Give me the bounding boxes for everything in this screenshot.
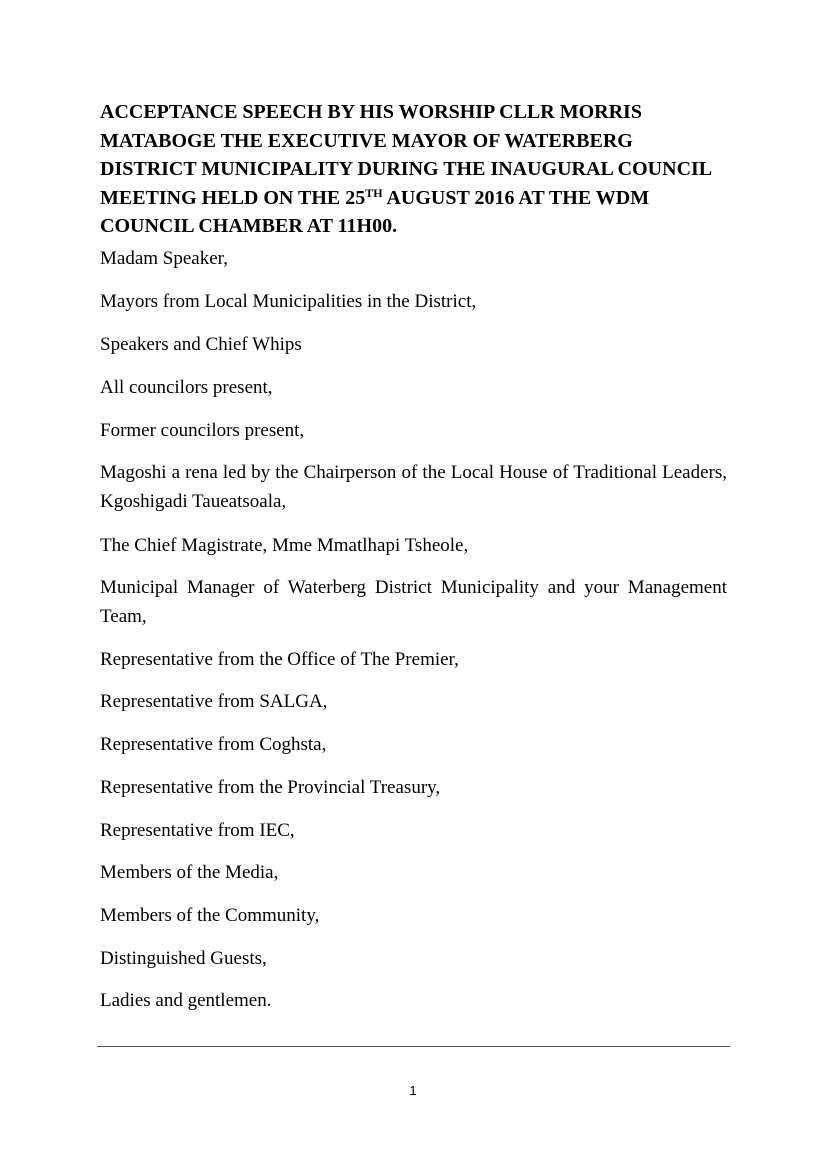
salutation-line: Municipal Manager of Waterberg District Municipality and your Management Team, [100, 577, 727, 627]
speech-title [100, 98, 730, 241]
salutation-line: Representative from IEC, [100, 820, 295, 841]
footer-divider [97, 1046, 730, 1047]
page-number: 1 [409, 1083, 417, 1098]
salutation-line: Members of the Media, [100, 862, 279, 883]
salutation-line: The Chief Magistrate, Mme Mmatlhapi Tsheole, [100, 535, 469, 556]
salutation-line: Representative from Coghsta, [100, 734, 327, 755]
salutation-line: Mayors from Local Municipalities in the District, [100, 291, 477, 312]
salutation-line: Distinguished Guests, [100, 948, 267, 969]
salutation-line: Magoshi a rena led by the Chairperson of the Local House of Traditional Leaders, Kgoshigadi Taueatsoala, [100, 462, 727, 512]
salutation-line: Former councilors present, [100, 420, 305, 441]
speech-title-part-2: AUGUST 2016 AT THE WDM COUNCIL CHAMBER AT 11H00. [100, 186, 650, 238]
salutation-line: Representative from the Office of The Premier, [100, 649, 459, 670]
date-ordinal-superscript: TH [365, 185, 383, 200]
speech-title-part-1: ACCEPTANCE SPEECH BY HIS WORSHIP CLLR MORRIS MATABOGE THE EXECUTIVE MAYOR OF WATERBERG DISTRICT MUNICIPALITY DURING THE INAUGURAL COUNCIL MEETING HELD ON THE 25 [100, 101, 712, 209]
salutation-line: Speakers and Chief Whips [100, 334, 302, 355]
salutation-line: Representative from SALGA, [100, 691, 328, 712]
salutation-line: Members of the Community, [100, 905, 320, 926]
salutation-line: All councilors present, [100, 377, 273, 398]
salutation-list [100, 245, 727, 1016]
salutation-line: Ladies and gentlemen. [100, 990, 272, 1011]
salutation-line: Representative from the Provincial Treasury, [100, 777, 441, 798]
salutation-line: Madam Speaker, [100, 248, 228, 269]
